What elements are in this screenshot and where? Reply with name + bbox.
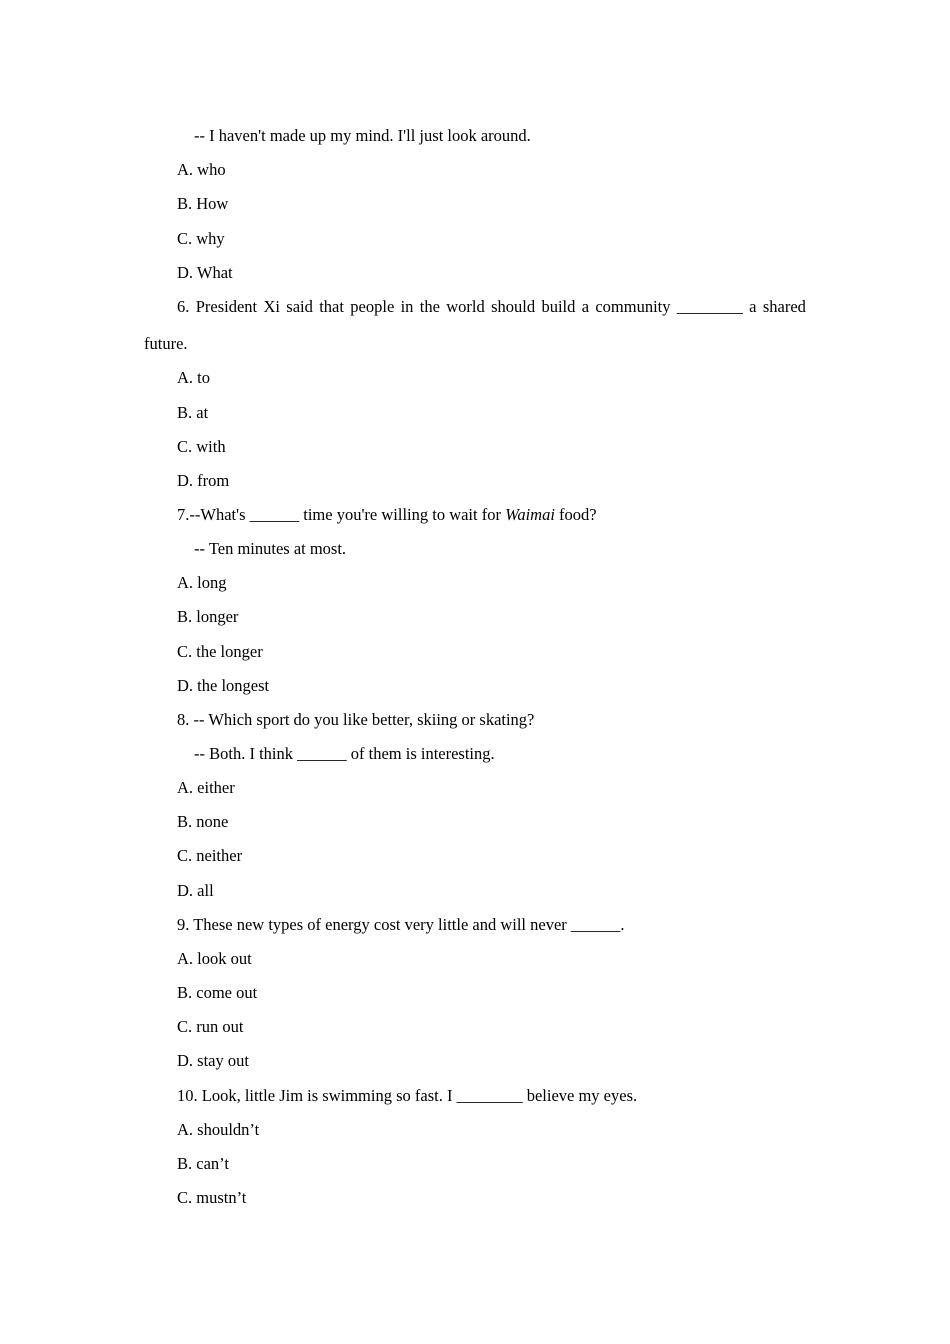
q8-option-a: A. either [177,778,235,797]
q7-option-d: D. the longest [177,676,270,695]
q7-option-a: A. long [177,573,227,592]
q6-word: world [446,297,485,316]
q6-option-c: C. with [177,437,226,456]
q5-option-a: A. who [177,160,226,179]
q7-response: -- Ten minutes at most. [194,539,347,558]
q9-stem: 9. These new types of energy cost very little and will never ______. [177,915,625,934]
q6-word: said [286,297,313,316]
q6-blank: ________ [676,297,743,316]
q8-option-c: C. neither [177,846,243,865]
q5-option-c: C. why [177,229,225,248]
q6-word: a [581,297,590,316]
q6-word: community [595,297,671,316]
q9-option-c: C. run out [177,1017,244,1036]
q6-word: shared [762,297,806,316]
q6-word: in [400,297,414,316]
q6-option-b: B. at [177,403,209,422]
q6-word: President [195,297,258,316]
q9-option-d: D. stay out [177,1051,249,1070]
q10-option-a: A. shouldn’t [177,1120,260,1139]
q5-response: -- I haven't made up my mind. I'll just look around. [194,126,531,145]
q8-stem: 8. -- Which sport do you like better, skiing or skating? [177,710,535,729]
q7-stem-after: food? [554,505,597,524]
q6-stem-continuation: future. [144,334,188,353]
q10-stem: 10. Look, little Jim is swimming so fast. I ________ believe my eyes. [177,1086,638,1105]
q8-option-d: D. all [177,881,214,900]
q9-option-a: A. look out [177,949,252,968]
q8-option-b: B. none [177,812,229,831]
q6-word: that [319,297,344,316]
q6-word: should [491,297,536,316]
q6-word: people [350,297,395,316]
q5-option-b: B. How [177,194,229,213]
q6-word: a [749,297,757,316]
q6-word: Xi [263,297,280,316]
q6-word: build [541,297,576,316]
q7-option-c: C. the longer [177,642,263,661]
q7-option-b: B. longer [177,607,239,626]
q9-option-b: B. come out [177,983,258,1002]
q7-stem [177,505,597,525]
q10-option-c: C. mustn’t [177,1188,247,1207]
q6-word: the [419,297,440,316]
q7-stem-before: 7.--What's ______ time you're willing to wait for [177,505,506,524]
q7-stem-italic: Waimai [505,505,555,524]
q5-option-d: D. What [177,263,233,282]
q10-option-b: B. can’t [177,1154,229,1173]
q6-option-d: D. from [177,471,230,490]
q6-stem [177,297,806,317]
q6-word: 6. [177,297,190,316]
q6-option-a: A. to [177,368,210,387]
q8-response: -- Both. I think ______ of them is interesting. [194,744,495,763]
